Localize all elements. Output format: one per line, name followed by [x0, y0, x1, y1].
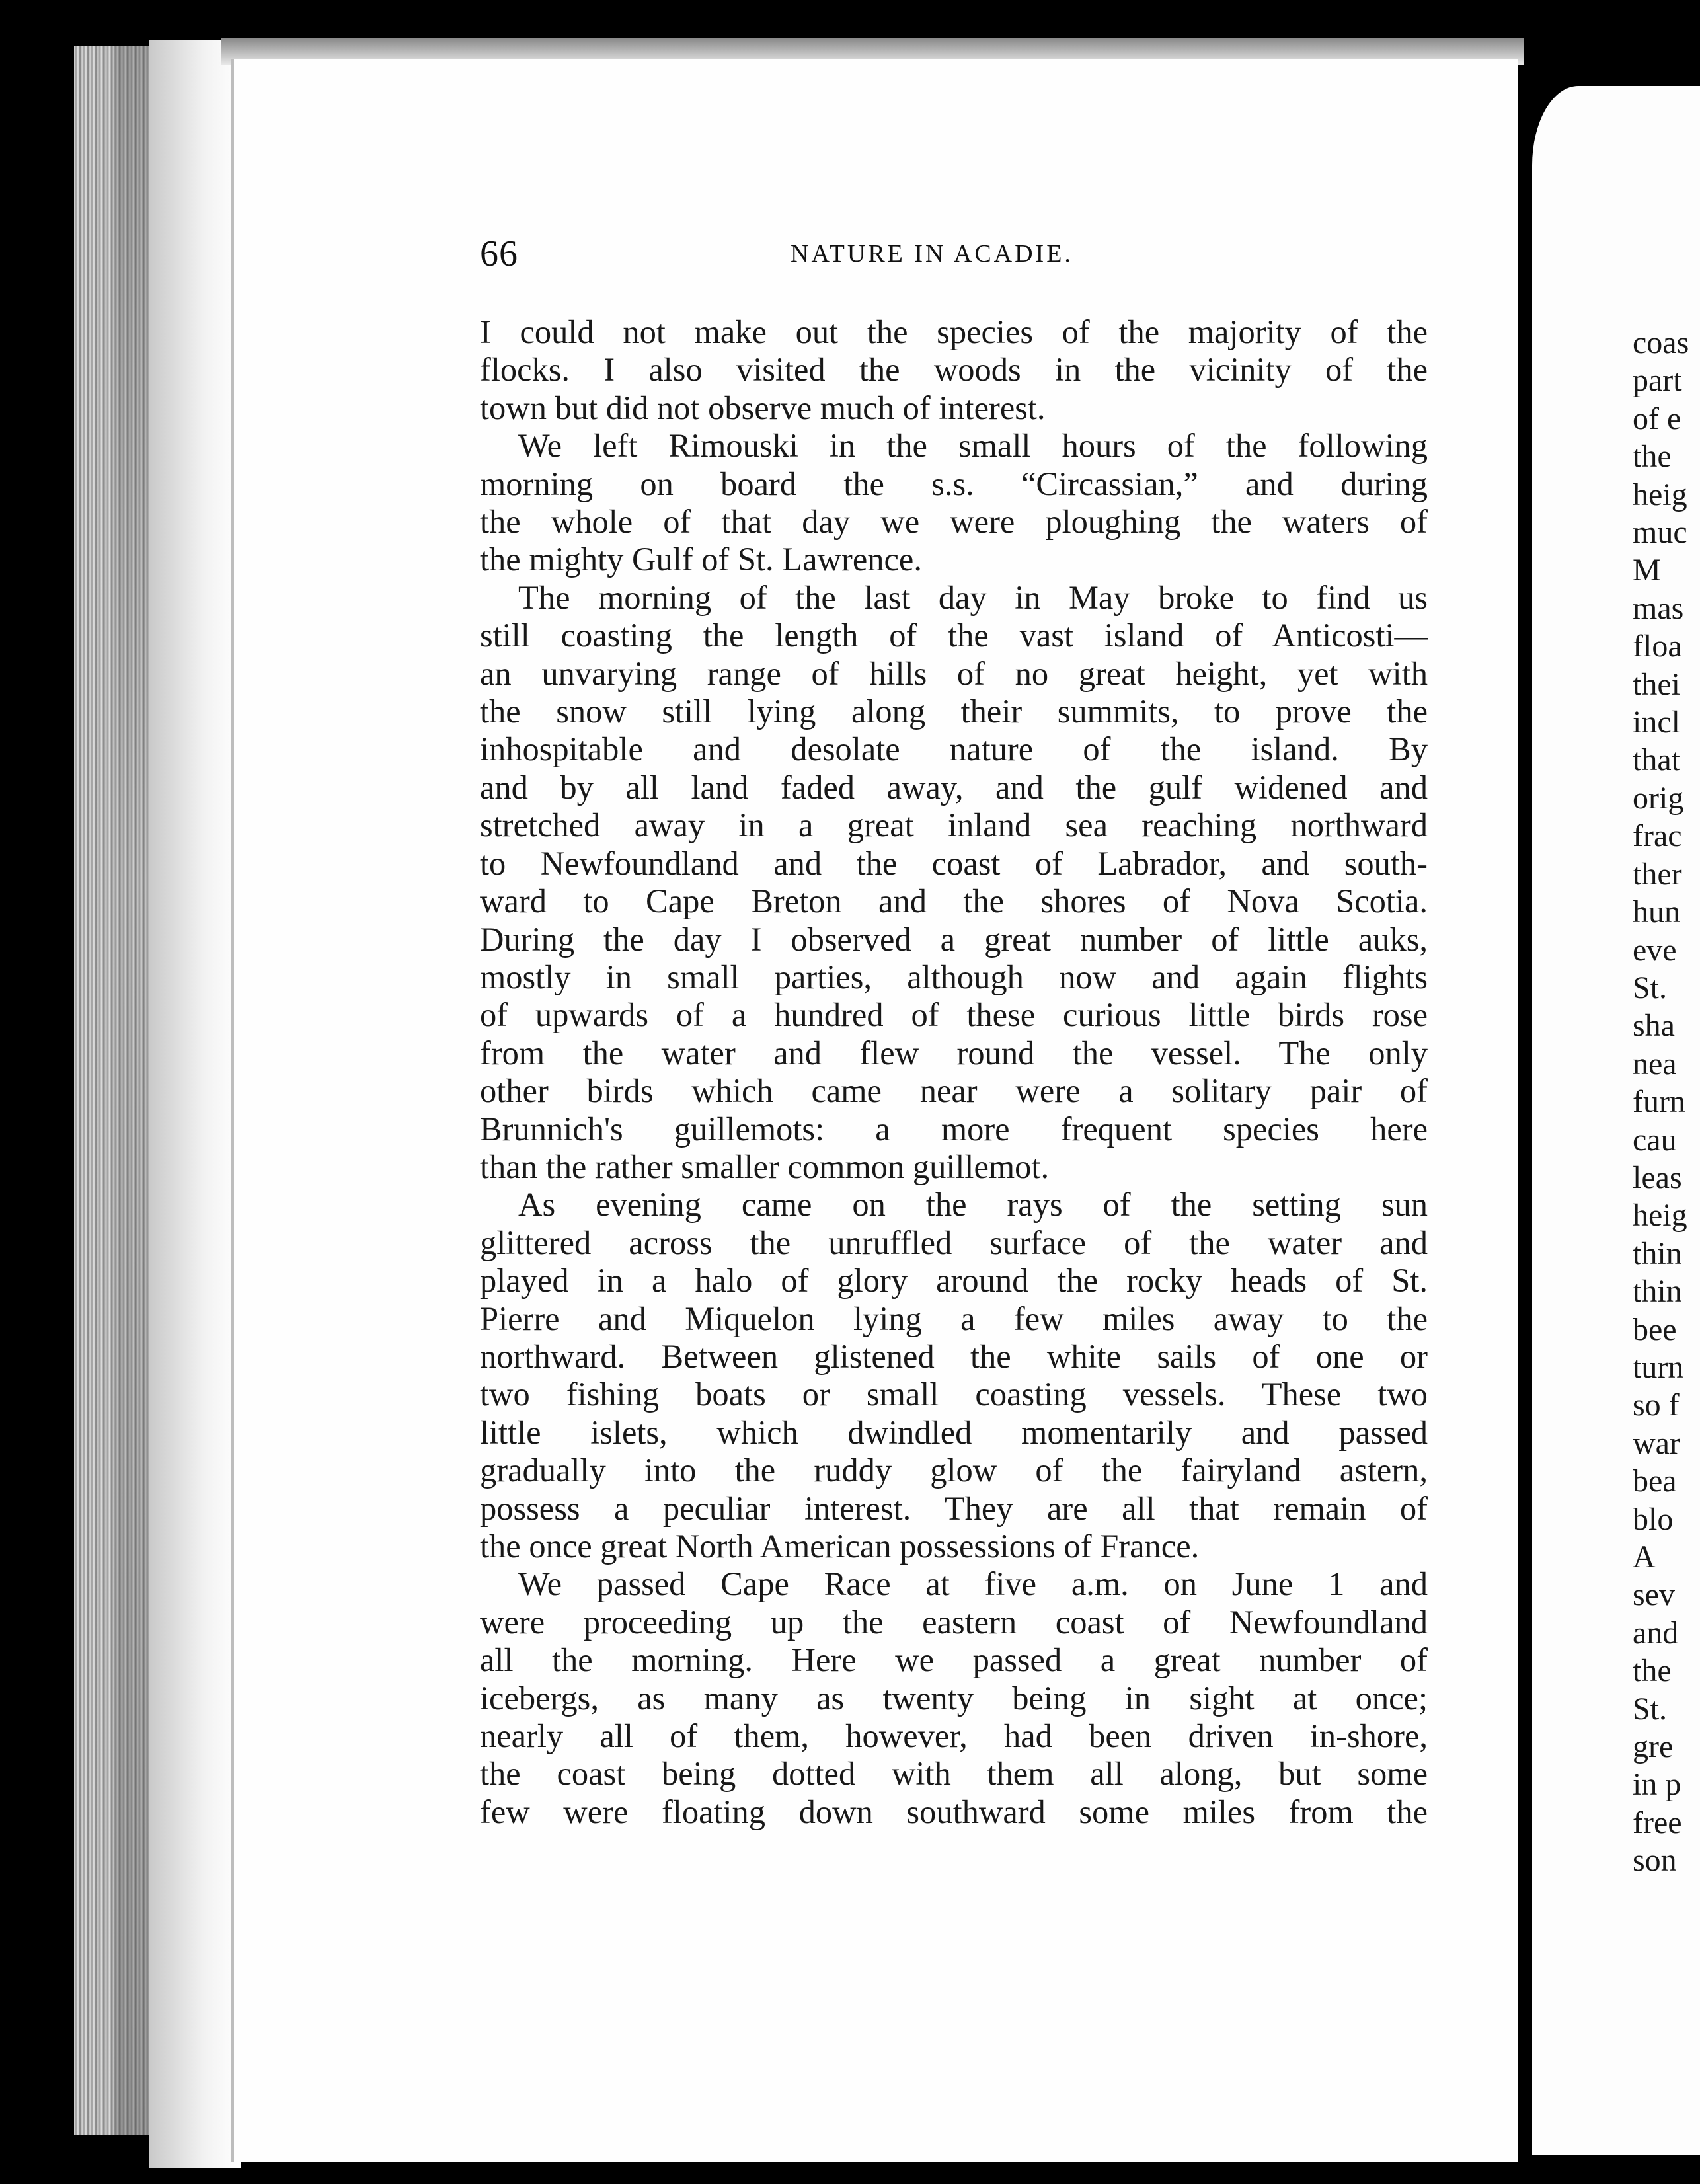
fragment-line: the — [1633, 1653, 1672, 1689]
fragment-line: leas — [1633, 1159, 1682, 1195]
text-line: the once great North American possessions of France. — [480, 1528, 1200, 1565]
text-line: During the day I observed a great number of little auks, — [480, 920, 1428, 958]
text-line: Pierre and Miquelon lying a few miles away to the — [480, 1300, 1428, 1337]
fragment-line: thin — [1633, 1274, 1682, 1309]
fragment-line: mas — [1633, 590, 1684, 626]
text-line: icebergs, as many as twenty being in sight at once; — [480, 1679, 1428, 1717]
text-line: morning on board the s.s. “Circassian,” and during — [480, 465, 1428, 502]
text-line: inhospitable and desolate nature of the island. By — [480, 730, 1428, 768]
fragment-line: furn — [1633, 1084, 1685, 1120]
fragment-line: part — [1633, 363, 1682, 399]
fragment-line: orig — [1633, 780, 1684, 816]
fragment-line: that — [1633, 742, 1680, 778]
text-line: other birds which came near were a solitary pair of — [480, 1072, 1428, 1110]
fragment-line: of e — [1633, 401, 1681, 436]
fragment-line: free — [1633, 1805, 1682, 1840]
text-line: ward to Cape Breton and the shores of Nova Scotia. — [480, 882, 1428, 920]
text-line: all the morning. Here we passed a great number of — [480, 1641, 1428, 1679]
text-line: few were floating down southward some miles from the — [480, 1793, 1428, 1830]
right-page-text-fragments — [1633, 324, 1700, 1880]
text-line: were proceeding up the eastern coast of Newfoundland — [480, 1603, 1428, 1641]
fragment-line: heig — [1633, 1198, 1687, 1233]
fragment-line: son — [1633, 1843, 1677, 1879]
fragment-line: the — [1633, 439, 1672, 475]
fragment-line: St. — [1633, 970, 1668, 1005]
fragment-line: heig — [1633, 477, 1687, 512]
text-line: We passed Cape Race at five a.m. on June 1 and — [518, 1565, 1428, 1603]
text-line: the whole of that day we were ploughing the waters of — [480, 503, 1428, 541]
text-line: The morning of the last day in May broke to find us — [518, 578, 1428, 616]
fragment-line: ther — [1633, 856, 1682, 892]
text-line: and by all land faded away, and the gulf widened and — [480, 768, 1428, 806]
text-line: I could not make out the species of the majority of the — [480, 313, 1428, 350]
fragment-line: sha — [1633, 1008, 1675, 1044]
text-line: possess a peculiar interest. They are all that remain of — [480, 1489, 1428, 1527]
text-line: mostly in small parties, although now and again flights — [480, 958, 1428, 995]
fragment-line: muc — [1633, 515, 1687, 551]
text-line: As evening came on the rays of the setting sun — [518, 1186, 1428, 1224]
text-line: still coasting the length of the vast island of Anticosti— — [480, 617, 1428, 654]
fragment-line: incl — [1633, 705, 1680, 740]
fragment-line: M — [1633, 553, 1661, 588]
page-number: 66 — [480, 233, 518, 274]
text-line: the coast being dotted with them all along, but some — [480, 1755, 1428, 1793]
fragment-line: turn — [1633, 1349, 1684, 1385]
fragment-line: nea — [1633, 1046, 1677, 1081]
fragment-line: St. — [1633, 1691, 1668, 1727]
text-line: nearly all of them, however, had been driven in-shore, — [480, 1717, 1428, 1755]
fragment-line: cau — [1633, 1122, 1677, 1157]
fragment-line: thei — [1633, 666, 1680, 702]
text-line: two fishing boats or small coasting vessels. These two — [480, 1376, 1428, 1413]
text-line: Brunnich's guillemots: a more frequent species here — [480, 1110, 1428, 1148]
fragment-line: thin — [1633, 1235, 1682, 1271]
fragment-line: eve — [1633, 932, 1677, 968]
fragment-line: and — [1633, 1615, 1679, 1651]
fragment-line: gre — [1633, 1729, 1674, 1765]
fragment-line: sev — [1633, 1577, 1675, 1613]
fragment-line: frac — [1633, 818, 1682, 854]
text-line: town but did not observe much of interest. — [480, 389, 1046, 426]
fragment-line: in p — [1633, 1767, 1681, 1803]
fragment-line: so f — [1633, 1387, 1680, 1423]
text-line: stretched away in a great inland sea reaching northward — [480, 806, 1428, 844]
text-line: glittered across the unruffled surface of the water and — [480, 1224, 1428, 1261]
fragment-line: war — [1633, 1425, 1680, 1461]
text-line: played in a halo of glory around the rocky heads of St. — [480, 1262, 1428, 1300]
text-line: the snow still lying along their summits, to prove the — [480, 693, 1428, 730]
text-line: the mighty Gulf of St. Lawrence. — [480, 541, 922, 578]
text-line: than the rather smaller common guillemot. — [480, 1148, 1050, 1185]
text-line: to Newfoundland and the coast of Labrador, and south- — [480, 844, 1428, 882]
fragment-line: A — [1633, 1540, 1656, 1575]
fragment-line: bea — [1633, 1463, 1677, 1499]
gutter-shadow — [149, 40, 241, 2168]
fragment-line: blo — [1633, 1501, 1674, 1537]
page-header — [480, 233, 1438, 279]
text-line: flocks. I also visited the woods in the vicinity of the — [480, 351, 1428, 389]
fragment-line: bee — [1633, 1311, 1677, 1347]
text-line: from the water and flew round the vessel. The only — [480, 1034, 1428, 1072]
text-line: northward. Between glistened the white sails of one or — [480, 1337, 1428, 1375]
text-line: We left Rimouski in the small hours of the following — [518, 427, 1428, 465]
text-line: of upwards of a hundred of these curious little birds rose — [480, 996, 1428, 1034]
fragment-line: floa — [1633, 629, 1682, 664]
text-line: an unvarying range of hills of no great height, yet with — [480, 654, 1428, 692]
fragment-line: hun — [1633, 894, 1680, 930]
text-line: gradually into the ruddy glow of the fairyland astern, — [480, 1452, 1428, 1489]
text-line: little islets, which dwindled momentarily and passed — [480, 1413, 1428, 1451]
fragment-line: coas — [1633, 325, 1689, 360]
body-text — [480, 313, 1428, 1831]
running-head: NATURE IN ACADIE. — [791, 240, 1073, 268]
